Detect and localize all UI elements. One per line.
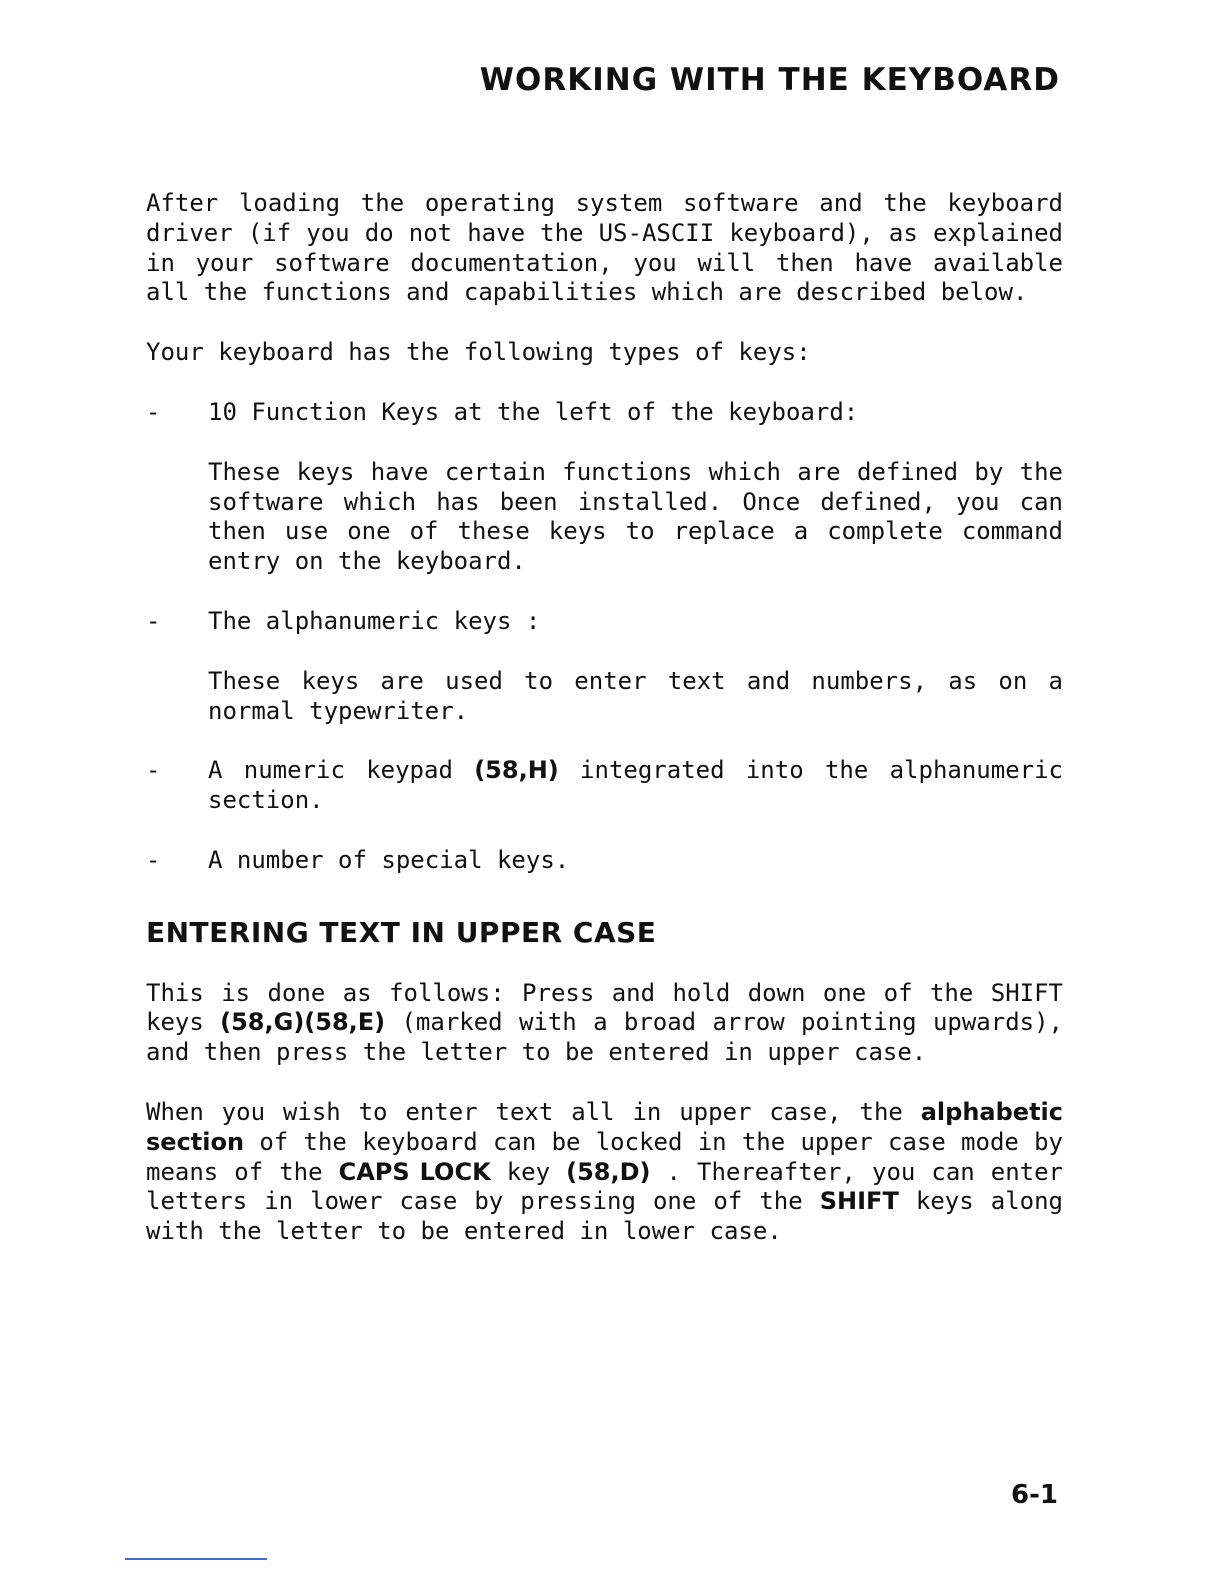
text-run: . Thereafter, you can enter letters in lower case by pressing one of the	[146, 1157, 1064, 1216]
list-item-detail: These keys have certain functions which are defined by the software which has been installed. Once defined, you can then use one of these keys to replace a complete command entry on the keyboard.	[208, 457, 1063, 576]
text-run: key	[490, 1157, 567, 1186]
page-title: WORKING WITH THE KEYBOARD	[479, 62, 1060, 98]
section-heading: ENTERING TEXT IN UPPER CASE	[146, 915, 657, 949]
key-reference: (58,G)(58,E)	[220, 1008, 386, 1037]
text-run: integrated into the alphanumeric section.	[208, 756, 1063, 815]
bold-term: SHIFT	[819, 1187, 899, 1216]
footer-rule	[125, 1558, 267, 1560]
text-run: When you wish to enter text all in upper case, the	[146, 1097, 921, 1126]
list-item	[146, 607, 1063, 637]
page-body	[146, 189, 1063, 1277]
section-paragraph	[146, 979, 1063, 1068]
text-run: of the keyboard can be locked in the upper case mode by means of the	[146, 1127, 1063, 1186]
text-run: (marked with a broad arrow pointing upwards), and then press the letter to be entered in upper case.	[146, 1008, 1063, 1067]
list-item	[146, 846, 1063, 876]
bullet-dash: -	[146, 606, 161, 635]
key-reference: (58,D)	[566, 1157, 651, 1186]
text-run: This is done as follows: Press and hold down one of the SHIFT keys	[146, 978, 1063, 1037]
key-reference: (58,H)	[474, 756, 559, 785]
page-number: 6-1	[1011, 1480, 1058, 1510]
list-item	[146, 756, 1063, 816]
list-item-text: A number of special keys.	[208, 845, 570, 874]
text-run: A numeric keypad	[208, 756, 475, 785]
list-item-heading: The alphanumeric keys :	[208, 606, 541, 635]
bullet-dash: -	[146, 756, 161, 785]
key-types-intro: Your keyboard has the following types of keys:	[146, 338, 811, 367]
list-item-detail: These keys are used to enter text and numbers, as on a normal typewriter.	[208, 666, 1063, 725]
bold-term: alphabetic section	[146, 1097, 1063, 1156]
list-item-heading: 10 Function Keys at the left of the keyboard:	[208, 397, 859, 426]
intro-paragraph: After loading the operating system software and the keyboard driver (if you do not have the US-ASCII keyboard), as explained in your software documentation, you will then have available all the functions and capabilities which are described below.	[146, 189, 1063, 307]
bold-term: CAPS LOCK	[338, 1157, 491, 1186]
section-paragraph	[146, 1098, 1063, 1247]
text-run: keys along with the letter to be entered in lower case.	[146, 1187, 1063, 1246]
bullet-dash: -	[146, 845, 161, 874]
list-item-text	[208, 756, 1063, 816]
bullet-dash: -	[146, 397, 161, 426]
list-item	[146, 398, 1063, 428]
